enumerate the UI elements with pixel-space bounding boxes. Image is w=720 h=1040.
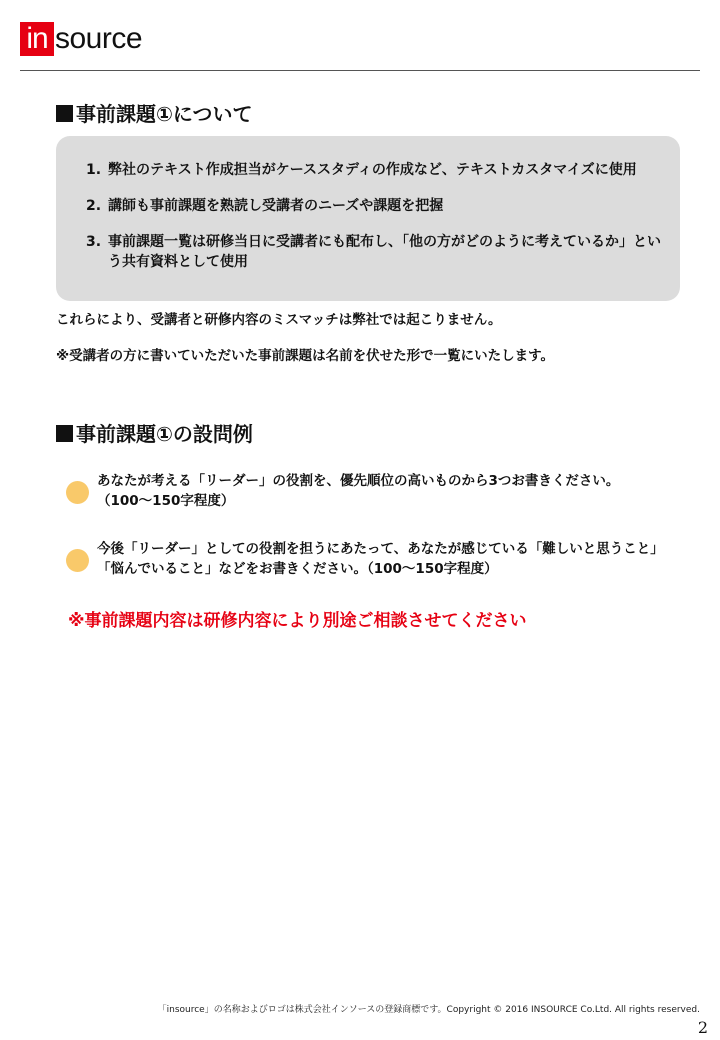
question-item — [66, 539, 686, 579]
square-bullet-icon — [56, 105, 73, 122]
list-item — [86, 160, 666, 180]
list-item — [86, 196, 666, 216]
list-number: 2. — [86, 198, 102, 214]
section2-heading — [56, 420, 253, 448]
section2-title: 事前課題①の設問例 — [76, 422, 253, 446]
circle-bullet-icon — [66, 481, 89, 504]
copyright-footer: 「insource」の名称およびロゴは株式会社インソースの登録商標です。Copyright © 2016 INSOURCE Co.Ltd. All rights reserved. — [157, 1005, 700, 1015]
question-line: 今後「リーダー」としての役割を担うにあたって、あなたが感じている「難しいと思うこと」 — [97, 541, 664, 557]
question-line: （100～150字程度） — [97, 493, 235, 509]
list-number: 1. — [86, 162, 102, 178]
question-line: 「悩んでいること」などをお書きください。（100～150字程度） — [97, 561, 498, 577]
question-line: あなたが考える「リーダー」の役割を、優先順位の高いものから3つお書きください。 — [97, 473, 620, 489]
insource-logo — [20, 22, 142, 56]
note-anonymous: ※受講者の方に書いていただいた事前課題は名前を伏せた形で一覧にいたします。 — [56, 348, 555, 364]
note-mismatch: これらにより、受講者と研修内容のミスマッチは弊社では起こりません。 — [56, 312, 502, 328]
consultation-warning: ※事前課題内容は研修内容により別途ご相談させてください — [68, 611, 527, 631]
section1-heading — [56, 100, 253, 128]
page-number: 2 — [697, 1018, 708, 1037]
list-text: 事前課題一覧は研修当日に受講者にも配布し、「他の方がどのように考えているか」という共有資料として使用 — [108, 234, 661, 270]
square-bullet-icon — [56, 425, 73, 442]
logo-in-mark: in — [20, 22, 54, 56]
list-item — [86, 232, 666, 272]
logo-source-text: source — [55, 22, 143, 55]
list-text: 弊社のテキスト作成担当がケーススタディの作成など、テキストカスタマイズに使用 — [108, 162, 637, 178]
section1-title: 事前課題①について — [76, 102, 253, 126]
header-divider — [20, 70, 700, 71]
usage-list — [86, 160, 666, 288]
list-text: 講師も事前課題を熟読し受講者のニーズや課題を把握 — [108, 198, 444, 214]
list-number: 3. — [86, 234, 102, 250]
question-item — [66, 471, 686, 511]
circle-bullet-icon — [66, 549, 89, 572]
question-text — [97, 471, 619, 511]
question-text — [97, 539, 664, 579]
